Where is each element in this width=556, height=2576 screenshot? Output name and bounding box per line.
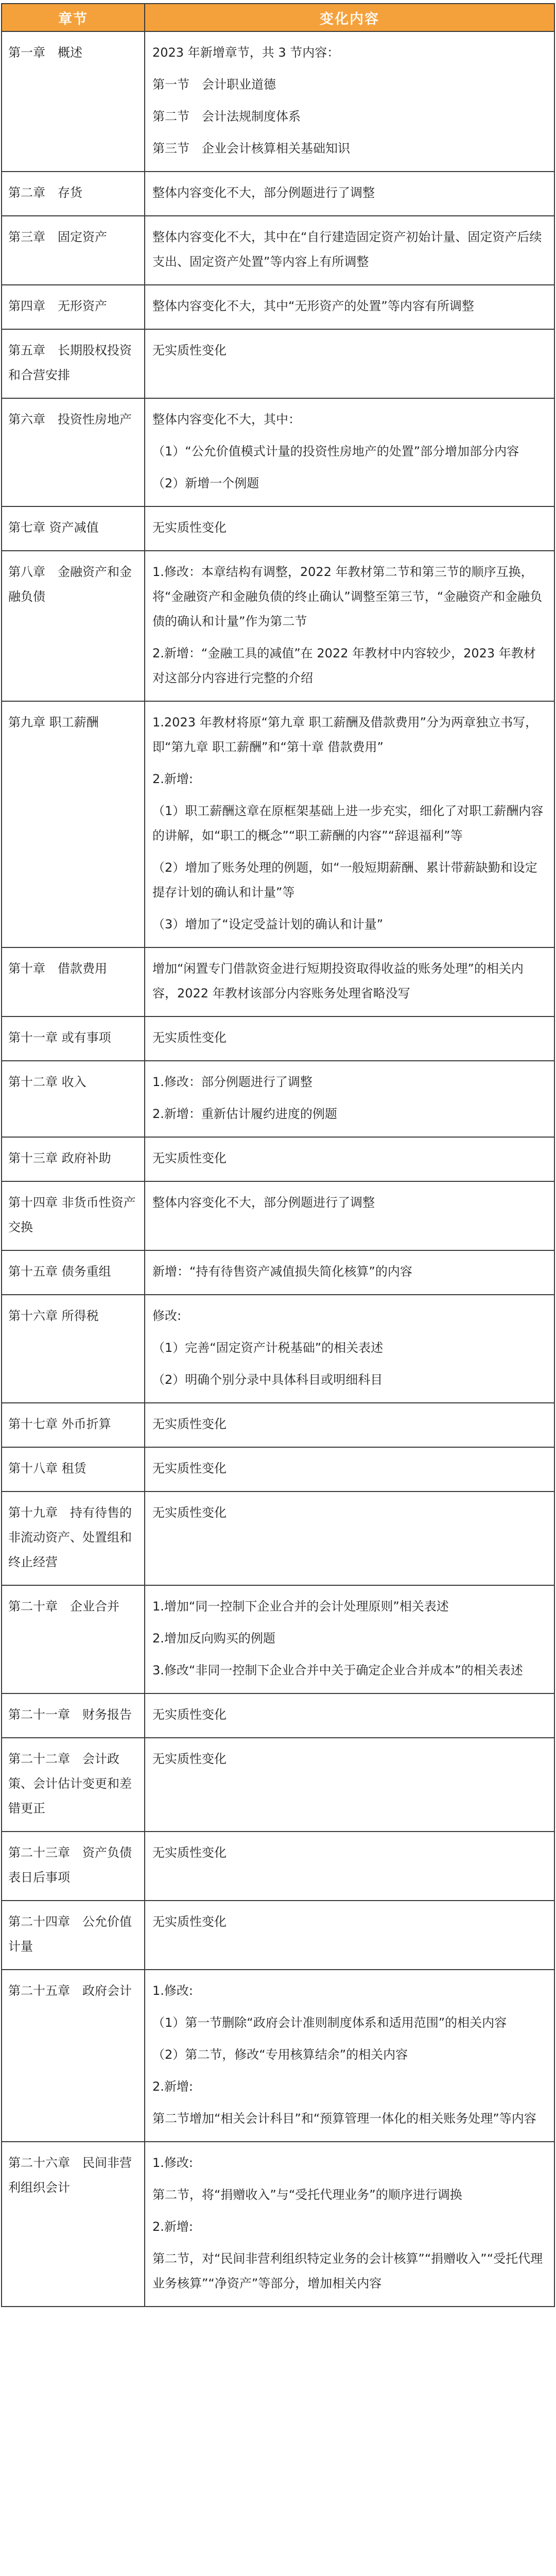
- table-row: [2, 1492, 554, 1585]
- change-line: 1.2023 年教材将原“第九章 职工薪酬及借款费用”分为两章独立书写，即“第九章 职工薪酬”和“第十章 借款费用”: [152, 715, 538, 754]
- header-chapter: 章节: [2, 4, 145, 31]
- chapter-cell: 第十四章 非货币性资产交换: [2, 1181, 145, 1250]
- table-row: [2, 1832, 554, 1901]
- change-line: 2.新增:: [152, 2219, 193, 2234]
- change-line: 1.修改:: [152, 1984, 193, 1998]
- line-gap: [152, 2175, 547, 2182]
- changes-cell: [145, 1137, 554, 1181]
- chapter-cell: 第二十一章 财务报告: [2, 1693, 145, 1738]
- chapter-cell: 第九章 职工薪酬: [2, 701, 145, 947]
- change-line: （2）第二节，修改“专用核算结余”的相关内容: [152, 2047, 408, 2062]
- table-body: [2, 31, 554, 2307]
- change-line: 无实质性变化: [152, 1030, 227, 1045]
- change-line: 无实质性变化: [152, 1914, 227, 1929]
- table-row: [2, 285, 554, 329]
- changes-cell: [145, 1181, 554, 1250]
- table-row: [2, 1181, 554, 1250]
- chapter-cell: 第六章 投资性房地产: [2, 398, 145, 506]
- change-line: 2.新增：“金融工具的减值”在 2022 年教材中内容较少，2023 年教材对这部分内容进行完整的介绍: [152, 646, 536, 685]
- changes-cell: [145, 398, 554, 506]
- table-row: [2, 1061, 554, 1137]
- changes-cell: [145, 172, 554, 216]
- chapter-cell: 第二十章 企业合并: [2, 1585, 145, 1693]
- changes-cell: [145, 1061, 554, 1137]
- table-row: [2, 947, 554, 1016]
- change-line: （1）第一节删除“政府会计准则制度体系和适用范围”的相关内容: [152, 2015, 507, 2030]
- change-line: 第二节增加“相关会计科目”和“预算管理一体化的相关账务处理”等内容: [152, 2111, 536, 2126]
- change-line: 2023 年新增章节，共 3 节内容：: [152, 45, 340, 60]
- change-line: （1）完善“固定资产计税基础”的相关表述: [152, 1341, 384, 1355]
- change-line: 2.新增:: [152, 772, 193, 786]
- changes-cell: [145, 1693, 554, 1738]
- change-line: 无实质性变化: [152, 1505, 227, 1520]
- line-gap: [152, 1328, 547, 1335]
- changes-cell: [145, 1403, 554, 1447]
- changes-cell: [145, 216, 554, 285]
- change-line: （2）增加了账务处理的例题，如“一般短期薪酬、累计带薪缺勤和设定提存计划的确认和计量”等: [152, 860, 537, 900]
- change-line: 无实质性变化: [152, 1151, 227, 1165]
- changes-cell: [145, 1585, 554, 1693]
- changes-cell: [145, 701, 554, 947]
- changes-cell: [145, 506, 554, 551]
- change-line: 整体内容变化不大，其中：: [152, 412, 301, 427]
- line-gap: [152, 432, 547, 439]
- table-row: [2, 1447, 554, 1492]
- change-line: 1.修改:: [152, 2156, 193, 2170]
- line-gap: [152, 2099, 547, 2106]
- change-line: 无实质性变化: [152, 343, 227, 358]
- line-gap: [152, 1094, 547, 1101]
- changes-table: [1, 3, 555, 2307]
- table-row: [2, 1738, 554, 1832]
- changes-cell: [145, 551, 554, 701]
- table-row: [2, 1137, 554, 1181]
- chapter-cell: 第一章 概述: [2, 31, 145, 172]
- chapter-cell: 第四章 无形资产: [2, 285, 145, 329]
- table-row: [2, 1016, 554, 1061]
- change-line: 第三节 企业会计核算相关基础知识: [152, 141, 350, 156]
- changes-cell: [145, 2142, 554, 2307]
- change-line: （2）明确个别分录中具体科目或明细科目: [152, 1372, 383, 1387]
- changes-cell: [145, 1738, 554, 1832]
- change-line: （2）新增一个例题: [152, 476, 259, 490]
- chapter-cell: 第十六章 所得税: [2, 1295, 145, 1403]
- changes-cell: [145, 285, 554, 329]
- change-line: 无实质性变化: [152, 1845, 227, 1860]
- change-line: 2.增加反向购买的例题: [152, 1631, 275, 1646]
- line-gap: [152, 129, 547, 136]
- chapter-cell: 第三章 固定资产: [2, 216, 145, 285]
- change-line: 整体内容变化不大，部分例题进行了调整: [152, 185, 375, 200]
- line-gap: [152, 2003, 547, 2010]
- line-gap: [152, 791, 547, 799]
- header-changes: 变化内容: [145, 4, 554, 31]
- chapter-cell: 第二十五章 政府会计: [2, 1970, 145, 2142]
- changes-cell: [145, 1016, 554, 1061]
- line-gap: [152, 634, 547, 641]
- chapter-cell: 第二十二章 会计政策、会计估计变更和差错更正: [2, 1738, 145, 1832]
- line-gap: [152, 1651, 547, 1658]
- change-line: （3）增加了“设定受益计划的确认和计量”: [152, 917, 384, 931]
- changes-cell: [145, 1832, 554, 1901]
- change-line: 第一节 会计职业道德: [152, 77, 276, 92]
- table-row: [2, 506, 554, 551]
- line-gap: [152, 97, 547, 104]
- chapter-cell: 第二章 存货: [2, 172, 145, 216]
- table-row: [2, 2142, 554, 2307]
- change-line: 第二节，对“民间非营利组织特定业务的会计核算”“捐赠收入”“受托代理业务核算”“净资产”等部分，增加相关内容: [152, 2251, 543, 2291]
- change-line: 第二节，将“捐赠收入”与“受托代理业务”的顺序进行调换: [152, 2188, 462, 2202]
- changes-cell: [145, 1250, 554, 1295]
- changes-cell: [145, 329, 554, 398]
- change-line: 整体内容变化不大，其中在“自行建造固定资产初始计量、固定资产后续支出、固定资产处置”等内容上有所调整: [152, 230, 542, 269]
- changes-cell: [145, 1447, 554, 1492]
- change-line: 无实质性变化: [152, 520, 227, 535]
- change-line: 无实质性变化: [152, 1707, 227, 1722]
- change-line: （1）职工薪酬这章在原框架基础上进一步充实，细化了对职工薪酬内容的讲解，如“职工的概念”“职工薪酬的内容”“辞退福利”等: [152, 804, 544, 843]
- table-row: [2, 1901, 554, 1970]
- change-line: 3.修改“非同一控制下企业合并中关于确定企业合并成本”的相关表述: [152, 1663, 523, 1677]
- table-row: [2, 216, 554, 285]
- chapter-cell: 第十三章 政府补助: [2, 1137, 145, 1181]
- change-line: 无实质性变化: [152, 1417, 227, 1431]
- chapter-cell: 第十八章 租赁: [2, 1447, 145, 1492]
- line-gap: [152, 905, 547, 912]
- line-gap: [152, 2207, 547, 2214]
- chapter-cell: 第二十六章 民间非营利组织会计: [2, 2142, 145, 2307]
- chapter-cell: 第十一章 或有事项: [2, 1016, 145, 1061]
- changes-cell: [145, 1492, 554, 1585]
- table-row: [2, 398, 554, 506]
- table-row: [2, 1693, 554, 1738]
- chapter-cell: 第八章 金融资产和金融负债: [2, 551, 145, 701]
- chapter-cell: 第十二章 收入: [2, 1061, 145, 1137]
- chapter-cell: 第二十三章 资产负债表日后事项: [2, 1832, 145, 1901]
- chapter-cell: 第十七章 外币折算: [2, 1403, 145, 1447]
- change-line: 增加“闲置专门借款资金进行短期投资取得收益的账务处理”的相关内容，2022 年教材该部分内容账务处理省略没写: [152, 961, 524, 1001]
- change-line: 第二节 会计法规制度体系: [152, 109, 301, 124]
- chapter-cell: 第十九章 持有待售的非流动资产、处置组和终止经营: [2, 1492, 145, 1585]
- table-row: [2, 1295, 554, 1403]
- line-gap: [152, 1619, 547, 1626]
- table-row: [2, 1585, 554, 1693]
- table-row: [2, 701, 554, 947]
- change-line: 整体内容变化不大，部分例题进行了调整: [152, 1195, 375, 1210]
- chapter-cell: 第七章 资产减值: [2, 506, 145, 551]
- table-row: [2, 1403, 554, 1447]
- table-row: [2, 1970, 554, 2142]
- table-header-row: [2, 4, 554, 31]
- change-line: 2.新增：重新估计履约进度的例题: [152, 1107, 337, 1121]
- change-line: 1.修改：部分例题进行了调整: [152, 1075, 312, 1089]
- chapter-cell: 第二十四章 公允价值计量: [2, 1901, 145, 1970]
- line-gap: [152, 1360, 547, 1367]
- line-gap: [152, 65, 547, 72]
- chapter-cell: 第五章 长期股权投资和合营安排: [2, 329, 145, 398]
- chapter-cell: 第十五章 债务重组: [2, 1250, 145, 1295]
- change-line: 1.修改：本章结构有调整，2022 年教材第二节和第三节的顺序互换，将“金融资产和金融负债的终止确认”调整至第三节，“金融资产和金融负债的确认和计量”作为第二节: [152, 565, 543, 629]
- change-line: （1）“公允价值模式计量的投资性房地产的处置”部分增加部分内容: [152, 444, 519, 459]
- table-row: [2, 172, 554, 216]
- table-row: [2, 551, 554, 701]
- changes-cell: [145, 31, 554, 172]
- line-gap: [152, 2067, 547, 2074]
- line-gap: [152, 848, 547, 855]
- change-line: 修改:: [152, 1309, 182, 1323]
- table-row: [2, 329, 554, 398]
- line-gap: [152, 2239, 547, 2246]
- line-gap: [152, 2035, 547, 2042]
- table-row: [2, 31, 554, 172]
- change-line: 新增：“持有待售资产减值损失简化核算”的内容: [152, 1264, 412, 1279]
- line-gap: [152, 759, 547, 767]
- change-line: 2.新增:: [152, 2079, 193, 2094]
- changes-cell: [145, 1295, 554, 1403]
- change-line: 1.增加“同一控制下企业合并的会计处理原则”相关表述: [152, 1599, 449, 1614]
- change-line: 无实质性变化: [152, 1461, 227, 1476]
- change-line: 无实质性变化: [152, 1752, 227, 1766]
- changes-cell: [145, 947, 554, 1016]
- change-line: 整体内容变化不大，其中“无形资产的处置”等内容有所调整: [152, 299, 474, 313]
- changes-cell: [145, 1901, 554, 1970]
- line-gap: [152, 464, 547, 471]
- changes-cell: [145, 1970, 554, 2142]
- chapter-cell: 第十章 借款费用: [2, 947, 145, 1016]
- table-row: [2, 1250, 554, 1295]
